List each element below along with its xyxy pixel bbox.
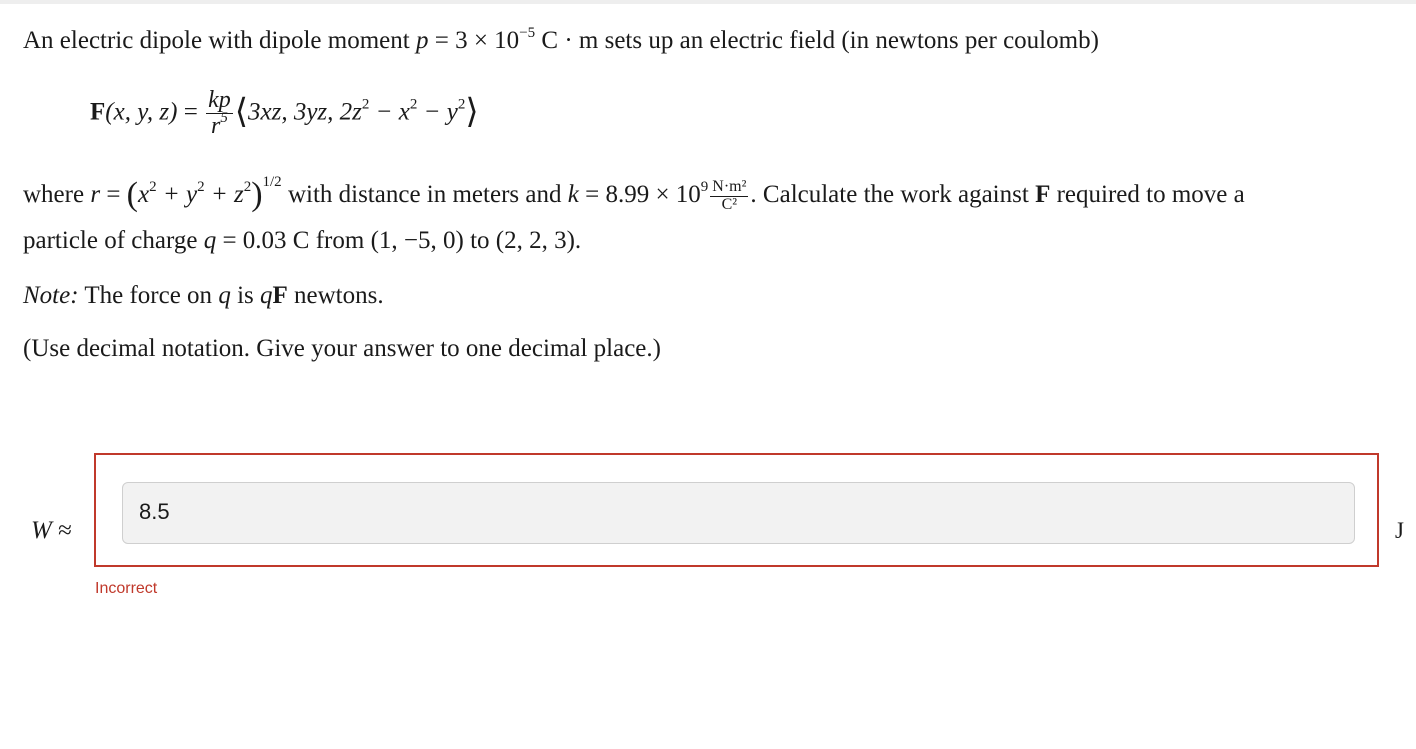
intro-text: An electric dipole with dipole moment [23, 27, 416, 54]
feedback-incorrect: Incorrect [95, 580, 158, 597]
vector-components: 3xz, 3yz, 2z [248, 98, 362, 126]
denominator-exp: 5 [220, 110, 228, 127]
charge-path-text: = 0.03 C from (1, −5, 0) to (2, 2, 3). [216, 227, 582, 254]
field-args: (x, y, z) [105, 98, 178, 126]
note-q: q [218, 282, 231, 309]
note-line [23, 283, 384, 308]
vector-open-bracket: ⟨ [234, 93, 249, 131]
r-y-exp: 2 [197, 179, 205, 195]
note-text-c: newtons. [287, 282, 384, 309]
work-var: W [31, 517, 52, 544]
unit-label: J [1395, 518, 1404, 543]
answer-box [94, 453, 1379, 567]
field-symbol: F [90, 98, 106, 126]
note-text-a: The force on [78, 282, 219, 309]
vector-close-bracket: ⟩ [465, 93, 479, 131]
fraction-denominator [206, 110, 233, 140]
dipole-moment-var: p [415, 27, 429, 54]
r-y-term: + y [156, 181, 198, 208]
charge-line [23, 228, 581, 253]
calc-text-end: required to move a [1050, 181, 1245, 208]
r-var: r [90, 181, 101, 208]
vector-x-term: − x [369, 98, 410, 126]
q-var: q [203, 227, 217, 254]
r-power: 1/2 [262, 174, 282, 190]
k-exp: 9 [700, 179, 709, 195]
r-equals: = [100, 181, 127, 208]
note-qF-q: q [260, 282, 273, 309]
field-equation [90, 88, 479, 139]
k-unit-den: C² [721, 195, 738, 213]
note-label: Note: [23, 282, 79, 309]
top-border [0, 0, 1416, 4]
r-z-exp: 2 [243, 179, 252, 195]
calc-F: F [1035, 181, 1051, 208]
dipole-exponent: −5 [519, 25, 536, 41]
r-open-paren: ( [126, 176, 138, 213]
note-text-b: is [230, 282, 260, 309]
intro-text-end: sets up an electric field (in newtons per coulomb) [598, 27, 1099, 54]
k-unit-num: N·m² [712, 177, 747, 195]
vector-exp-3: 2 [457, 96, 466, 113]
denominator-r: r [211, 113, 221, 140]
r-z-term: + z [204, 181, 244, 208]
calc-text: . Calculate the work against [750, 181, 1036, 208]
charge-text: particle of charge [23, 227, 204, 254]
k-value: = 8.99 × 10 [578, 181, 701, 208]
equals-sign: = [428, 27, 456, 54]
definition-line [23, 174, 1245, 214]
r-close-paren: ) [251, 176, 263, 213]
dipole-moment-value: 3 × 10 [455, 27, 520, 54]
instruction-text: (Use decimal notation. Give your answer to one decimal place.) [23, 335, 661, 362]
fraction-numerator: kp [208, 87, 231, 113]
answer-input[interactable]: 8.5 [122, 482, 1355, 544]
r-x-exp: 2 [149, 179, 157, 195]
kp-over-r5-fraction [206, 88, 233, 139]
distance-text: with distance in meters and [281, 181, 568, 208]
where-text: where [23, 181, 91, 208]
k-var: k [567, 181, 579, 208]
k-unit-fraction [710, 179, 748, 214]
vector-y-term: − y [417, 98, 458, 126]
note-qF-F: F [272, 282, 288, 309]
dipole-unit: C · m [535, 27, 599, 54]
approx-symbol: ≈ [51, 517, 72, 544]
r-x: x [138, 181, 150, 208]
field-equals: = [177, 98, 205, 126]
problem-intro-line [23, 25, 1099, 54]
answer-lhs [31, 517, 72, 545]
vector-exp-2: 2 [409, 96, 418, 113]
vector-exp-1: 2 [361, 96, 370, 113]
